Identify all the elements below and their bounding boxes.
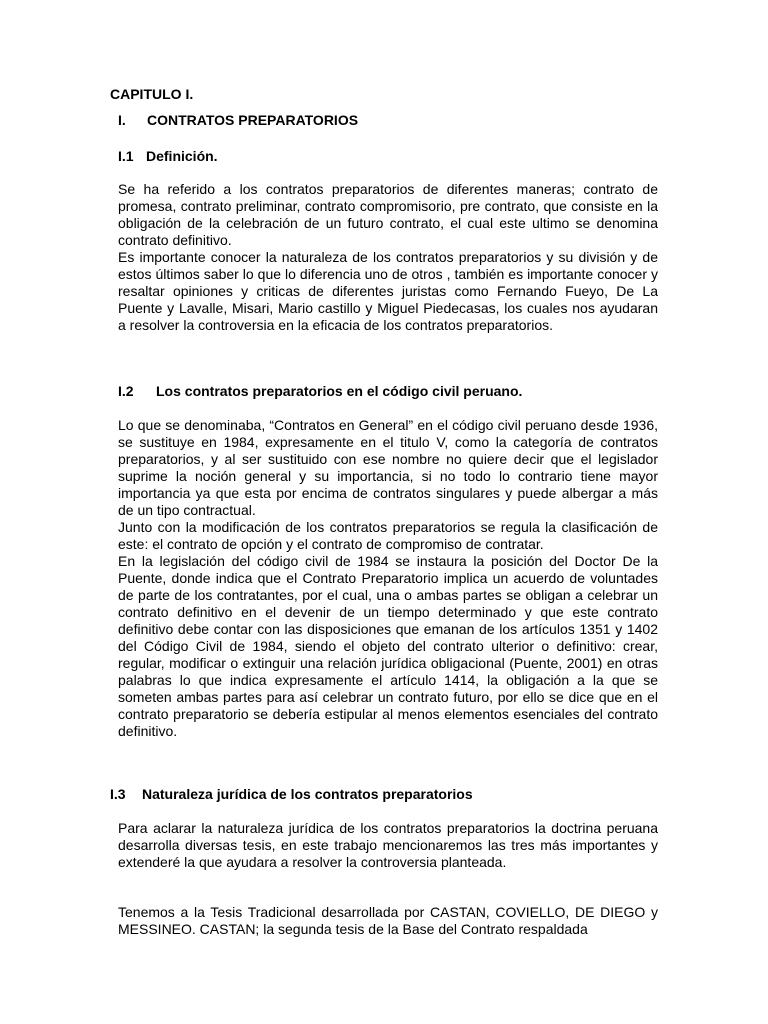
section-1-1-heading	[118, 148, 218, 164]
paragraph: Es importante conocer la naturaleza de los contratos preparatorios y su división y de estos últimos saber lo que lo diferencia uno de otros , también es importante conocer y resaltar opiniones y criticas de diferentes juristas como Fernando Fueyo, De La Puente y Lavalle, Misari, Mario castillo y Miguel Piedecasas, los cuales nos ayudaran a resolver la controversia en la eficacia de los contratos preparatorios.	[118, 249, 658, 333]
paragraph: Tenemos a la Tesis Tradicional desarrollada por CASTAN, COVIELLO, DE DIEGO y MESSINEO. CASTAN; la segunda tesis de la Base del Contrato respaldada	[118, 904, 658, 937]
section-1-2-number: I.2	[118, 383, 134, 399]
paragraph: Se ha referido a los contratos preparatorios de diferentes maneras; contrato de promesa, contrato preliminar, contrato compromisorio, pre contrato, que consiste en la obligación de la celebración de un futuro contrato, el cual este ultimo se denomina contrato definitivo.	[118, 181, 658, 248]
section-1-3-title: Naturaleza jurídica de los contratos preparatorios	[142, 786, 473, 802]
section-1-1-body	[118, 181, 658, 334]
paragraph: Junto con la modificación de los contratos preparatorios se regula la clasificación de este: el contrato de opción y el contrato de compromiso de contratar.	[118, 519, 658, 552]
heading-i-text: CONTRATOS PREPARATORIOS	[147, 112, 359, 128]
chapter-title: CAPITULO I.	[110, 86, 194, 102]
section-1-2-body	[118, 417, 658, 740]
section-1-1-title: Definición.	[146, 148, 218, 164]
section-1-1-number: I.1	[118, 148, 134, 164]
section-1-3-body-b	[118, 904, 658, 938]
section-1-3-number: I.3	[110, 786, 126, 802]
paragraph: En la legislación del código civil de 1984 se instaura la posición del Doctor De la Puente, donde indica que el Contrato Preparatorio implica un acuerdo de voluntades de parte de los contratantes, por el cual, una o ambas partes se obligan a celebrar un contrato definitivo en el devenir de un tiempo determinado y que este contrato definitivo debe contar con las disposiciones que emanan de los artículos 1351 y 1402 del Código Civil de 1984, siendo el objeto del contrato ulterior o definitivo: crear, regular, modificar o extinguir una relación jurídica obligacional (Puente, 2001) en otras palabras lo que indica expresamente el artículo 1414, la obligación a la que se someten ambas partes para así celebrar un contrato futuro, por ello se dice que en el contrato preparatorio se debería estipular al menos elementos esenciales del contrato definitivo.	[118, 553, 658, 739]
heading-i	[118, 112, 358, 128]
section-1-3-heading	[110, 786, 473, 802]
section-1-2-title: Los contratos preparatorios en el código civil peruano.	[156, 383, 523, 399]
heading-i-number: I.	[118, 112, 126, 128]
section-1-2-heading	[118, 383, 522, 399]
paragraph: Para aclarar la naturaleza jurídica de los contratos preparatorios la doctrina peruana desarrolla diversas tesis, en este trabajo mencionaremos las tres más importantes y extenderé la que ayudara a resolver la controversia planteada.	[118, 820, 658, 870]
section-1-3-body-a	[118, 820, 658, 871]
paragraph: Lo que se denominaba, “Contratos en General” en el código civil peruano desde 1936, se sustituye en 1984, expresamente en el titulo V, como la categoría de contratos preparatorios, y al ser sustituido con ese nombre no quiere decir que el legislador suprime la noción general y su importancia, si no todo lo contrario tiene mayor importancia ya que esta por encima de contratos singulares y puede albergar a más de un tipo contractual.	[118, 417, 658, 518]
